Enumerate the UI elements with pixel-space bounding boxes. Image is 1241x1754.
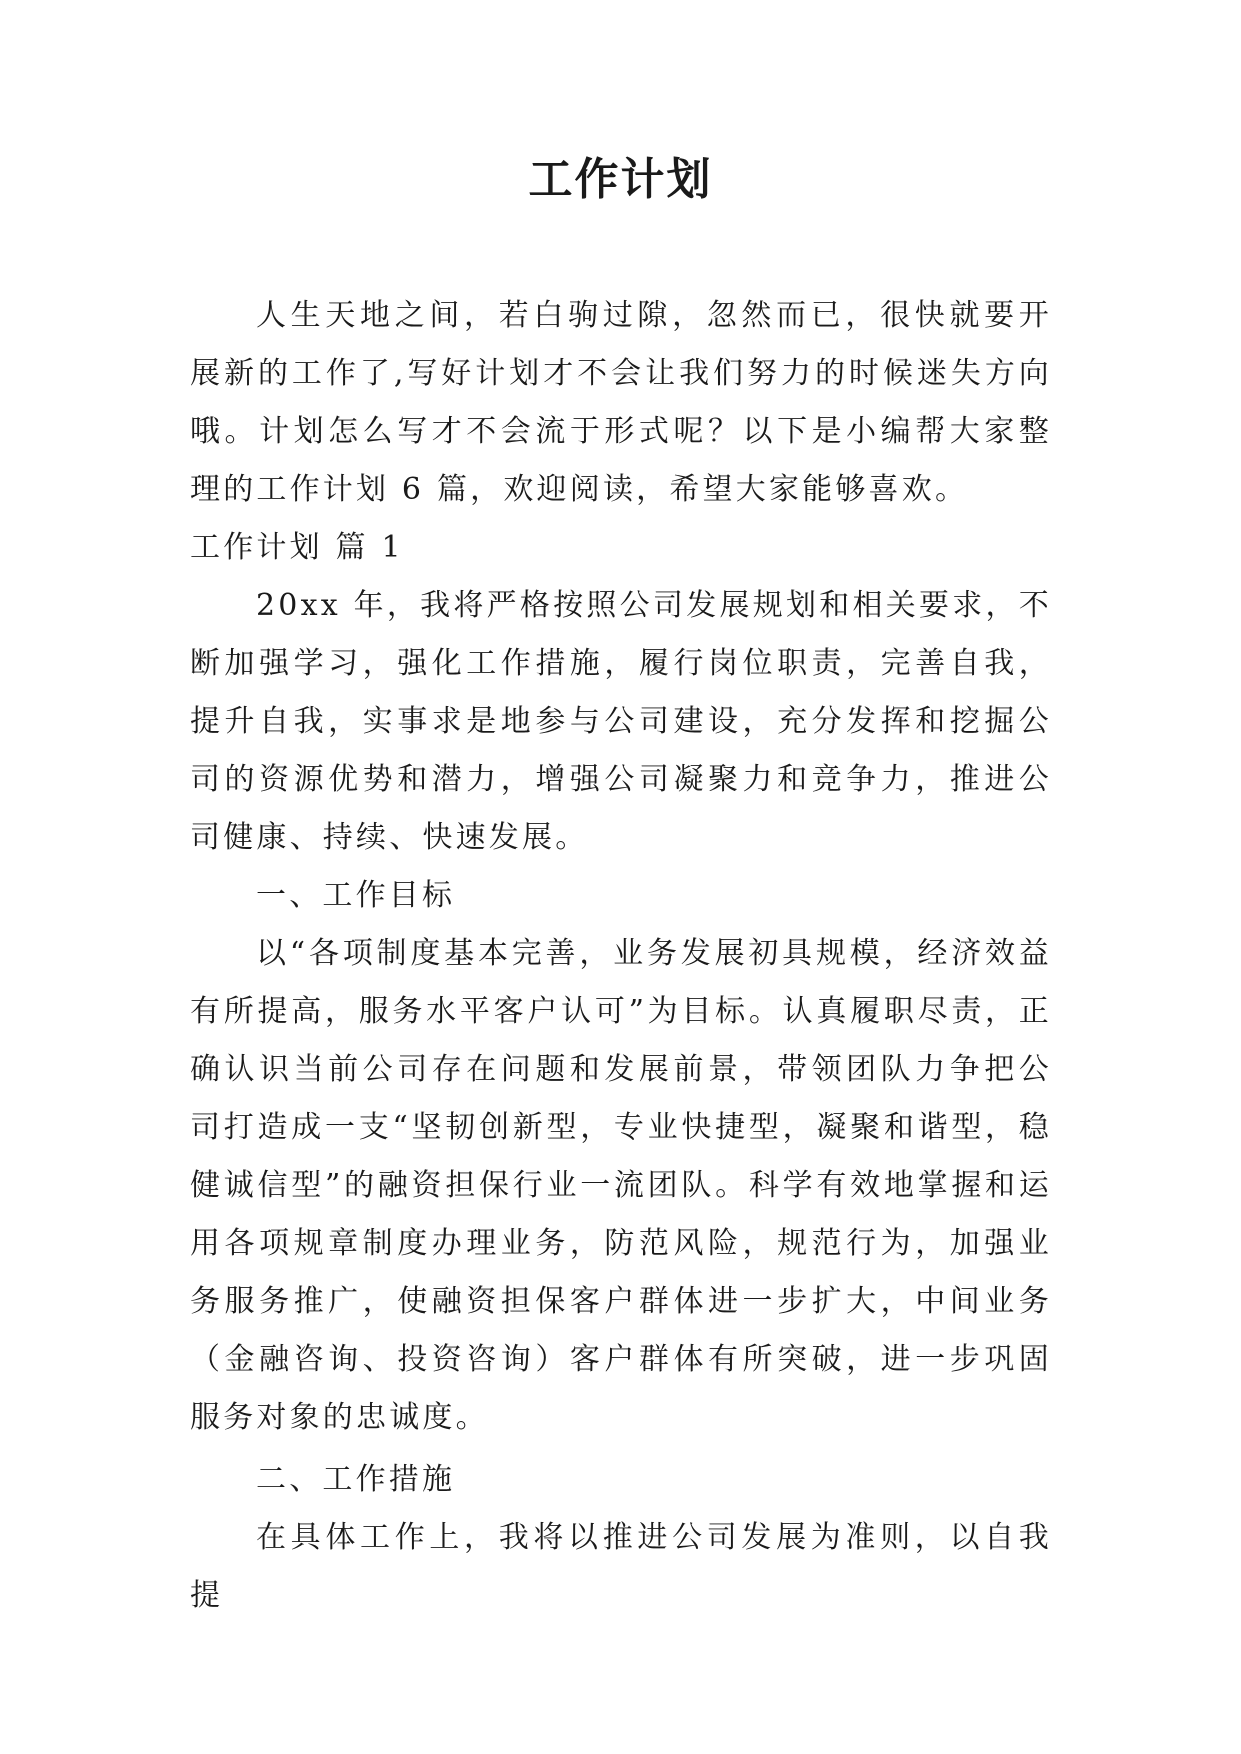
section-title-part-1: 工作计划 篇 1 [190, 530, 404, 565]
subheading-measures: 二、工作措施 [256, 1462, 456, 1497]
intro-paragraph: 人生天地之间，若白驹过隙，忽然而已，很快就要开展新的工作了,写好计划才不会让我们努力的时候迷失方向哦。计划怎么写才不会流于形式呢？以下是小编帮大家整理的工作计划 6 篇，欢迎阅读，希望大家能够喜欢。 [190, 298, 1052, 507]
body-paragraph: 以“各项制度基本完善，业务发展初具规模，经济效益有所提高，服务水平客户认可”为目标。认真履职尽责，正确认识当前公司存在问题和发展前景，带领团队力争把公司打造成一支“坚韧创新型，专业快捷型，凝聚和谐型，稳健诚信型”的融资担保行业一流团队。科学有效地掌握和运用各项规章制度办理业务，防范风险，规范行为，加强业务服务推广，使融资担保客户群体进一步扩大，中间业务（金融咨询、投资咨询）客户群体有所突破，进一步巩固服务对象的忠诚度。 [190, 936, 1052, 1435]
subheading-goals: 一、工作目标 [256, 878, 456, 913]
body-paragraph: 20xx 年，我将严格按照公司发展规划和相关要求，不断加强学习，强化工作措施，履行岗位职责，完善自我，提升自我，实事求是地参与公司建设，充分发挥和挖掘公司的资源优势和潜力，增强公司凝聚力和竞争力，推进公司健康、持续、快速发展。 [190, 588, 1052, 855]
document-title: 工作计划 [528, 154, 713, 205]
document-body [190, 287, 1052, 1625]
body-paragraph: 在具体工作上，我将以推进公司发展为准则，以自我提 [190, 1520, 1052, 1613]
